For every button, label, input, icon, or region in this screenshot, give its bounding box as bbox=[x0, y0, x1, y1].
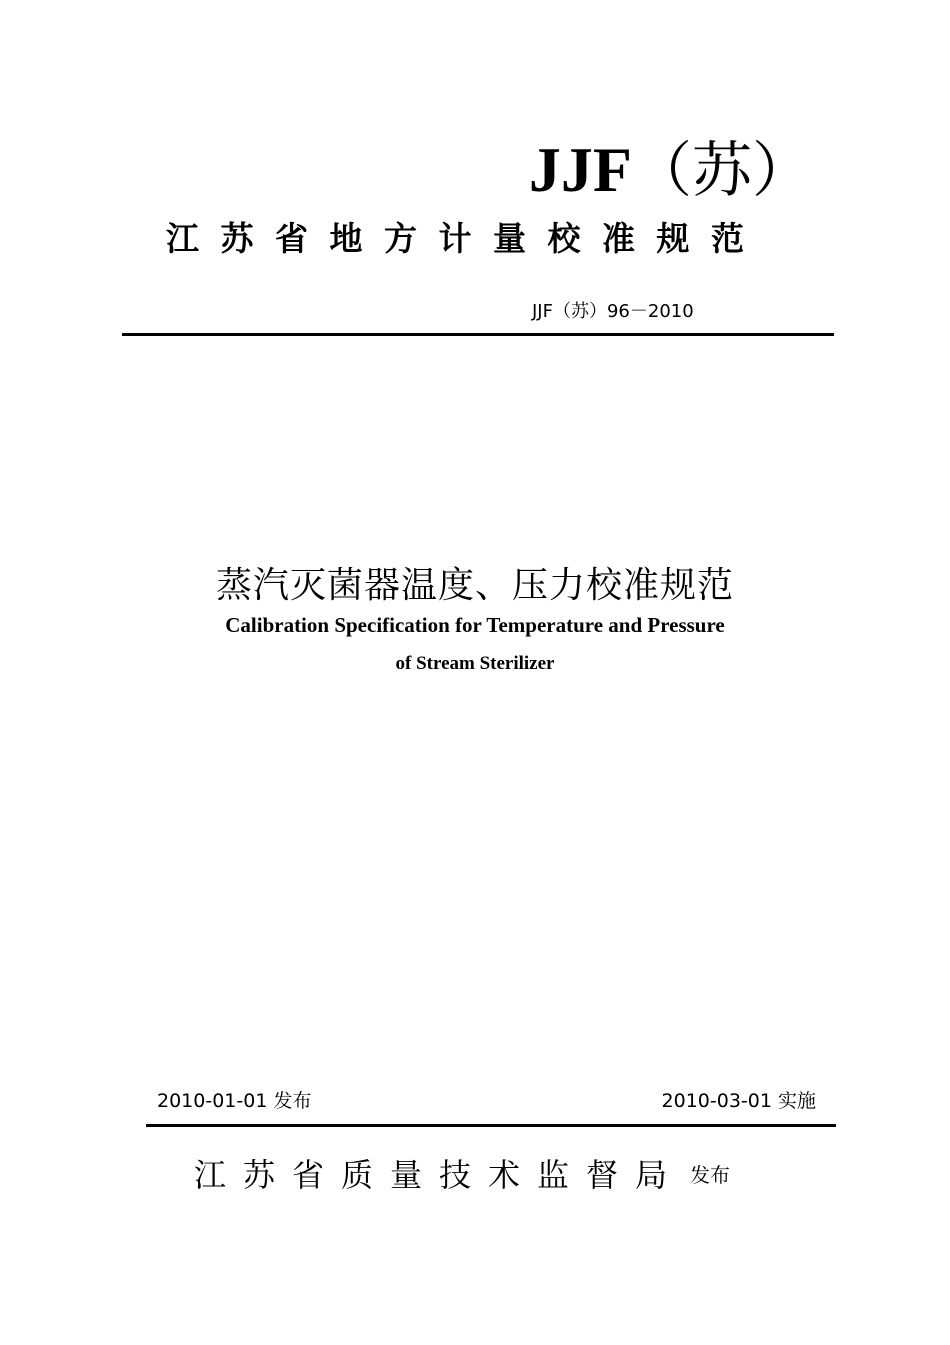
publisher-organization: 江苏省质量技术监督局 bbox=[194, 1156, 685, 1194]
standard-number: JJF（苏）96－2010 bbox=[532, 301, 694, 322]
standard-mark-paren-close: ） bbox=[752, 136, 812, 206]
implementation-date: 2010-03-01 实施 bbox=[661, 1090, 816, 1112]
standard-mark-code: JJF bbox=[528, 134, 632, 205]
publisher-line bbox=[194, 1151, 730, 1199]
publisher-verb: 发布 bbox=[690, 1163, 731, 1187]
top-divider bbox=[122, 333, 834, 336]
issue-date: 2010-01-01 发布 bbox=[157, 1090, 312, 1112]
standard-type-heading: 江苏省地方计量校准规范 bbox=[166, 219, 766, 258]
document-title-chinese: 蒸汽灭菌器温度、压力校准规范 bbox=[215, 565, 734, 606]
bottom-divider bbox=[146, 1124, 836, 1127]
standard-mark bbox=[528, 134, 812, 206]
document-title-english-line1: Calibration Specification for Temperature and Pressure bbox=[225, 613, 725, 637]
document-title-english-line2: of Stream Sterilizer bbox=[395, 653, 555, 674]
standard-mark-region: 苏 bbox=[692, 136, 752, 206]
standard-mark-paren-open: （ bbox=[632, 136, 692, 206]
